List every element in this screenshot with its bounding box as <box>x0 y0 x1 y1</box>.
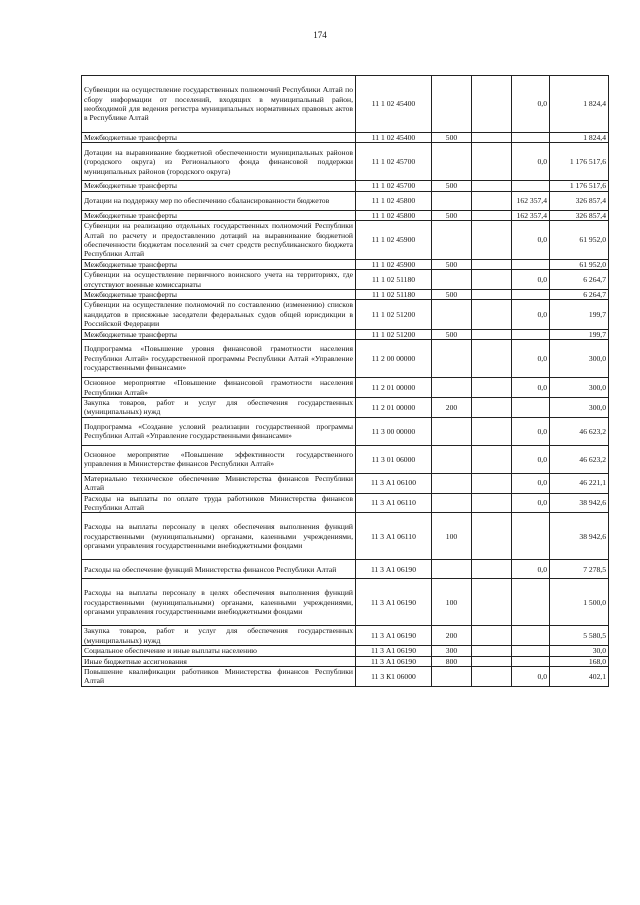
row-value-3-cell: 38 942,6 <box>550 513 609 560</box>
row-name-cell: Подпрограмма «Повышение уровня финансовой грамотности населения Республики Алтай» государственной программы Республики Алтай «Управление государственными финансами» <box>82 340 356 378</box>
row-value-1-cell <box>472 417 512 445</box>
row-value-2-cell: 0,0 <box>512 560 550 579</box>
row-kind-cell <box>432 191 472 210</box>
row-name-cell: Межбюджетные трансферты <box>82 181 356 191</box>
row-name-cell: Межбюджетные трансферты <box>82 329 356 339</box>
row-code-cell: 11 1 02 45700 <box>356 143 432 181</box>
row-value-3-cell: 61 952,0 <box>550 221 609 260</box>
row-code-cell: 11 3 А1 06190 <box>356 656 432 666</box>
table-row <box>82 340 609 378</box>
row-kind-cell <box>432 221 472 260</box>
row-kind-cell: 200 <box>432 626 472 646</box>
row-code-cell: 11 2 01 00000 <box>356 378 432 398</box>
row-value-2-cell: 0,0 <box>512 340 550 378</box>
row-code-cell: 11 3 А1 06100 <box>356 473 432 493</box>
row-value-1-cell <box>472 666 512 686</box>
row-value-2-cell: 0,0 <box>512 300 550 329</box>
row-value-1-cell <box>472 329 512 339</box>
row-value-2-cell <box>512 656 550 666</box>
table-row <box>82 397 609 417</box>
row-value-2-cell <box>512 329 550 339</box>
row-code-cell: 11 3 А1 06110 <box>356 493 432 513</box>
row-value-1-cell <box>472 340 512 378</box>
row-code-cell: 11 3 А1 06190 <box>356 626 432 646</box>
table-row <box>82 656 609 666</box>
table-row <box>82 191 609 210</box>
table-row <box>82 646 609 656</box>
row-kind-cell: 500 <box>432 259 472 269</box>
row-value-3-cell: 326 857,4 <box>550 191 609 210</box>
row-value-2-cell <box>512 579 550 626</box>
row-value-3-cell: 1 176 517,6 <box>550 143 609 181</box>
row-value-3-cell: 402,1 <box>550 666 609 686</box>
row-value-3-cell: 199,7 <box>550 329 609 339</box>
row-value-1-cell <box>472 626 512 646</box>
row-code-cell: 11 1 02 45400 <box>356 133 432 143</box>
table-row <box>82 493 609 513</box>
row-name-cell: Закупка товаров, работ и услуг для обеспечения государственных (муниципальных) нужд <box>82 626 356 646</box>
table-row <box>82 513 609 560</box>
table-row <box>82 666 609 686</box>
row-code-cell: 11 1 02 45900 <box>356 259 432 269</box>
row-value-1-cell <box>472 445 512 473</box>
row-value-2-cell: 0,0 <box>512 666 550 686</box>
row-value-2-cell: 0,0 <box>512 143 550 181</box>
row-code-cell: 11 1 02 45800 <box>356 191 432 210</box>
row-value-3-cell: 300,0 <box>550 397 609 417</box>
row-value-2-cell: 0,0 <box>512 445 550 473</box>
row-value-2-cell: 162 357,4 <box>512 210 550 220</box>
row-name-cell: Основное мероприятие «Повышение эффективности государственного управления в Министерстве финансов Республики Алтай» <box>82 445 356 473</box>
row-value-1-cell <box>472 397 512 417</box>
row-code-cell: 11 1 02 45900 <box>356 221 432 260</box>
row-code-cell: 11 1 02 51200 <box>356 300 432 329</box>
row-value-1-cell <box>472 259 512 269</box>
row-name-cell: Межбюджетные трансферты <box>82 133 356 143</box>
table-row <box>82 473 609 493</box>
row-value-1-cell <box>472 221 512 260</box>
row-value-2-cell: 162 357,4 <box>512 191 550 210</box>
row-value-1-cell <box>472 270 512 290</box>
row-value-1-cell <box>472 143 512 181</box>
row-name-cell: Повышение квалификации работников Министерства финансов Республики Алтай <box>82 666 356 686</box>
row-name-cell: Дотации на поддержку мер по обеспечению сбалансированности бюджетов <box>82 191 356 210</box>
row-kind-cell <box>432 378 472 398</box>
row-value-2-cell: 0,0 <box>512 221 550 260</box>
row-kind-cell: 500 <box>432 290 472 300</box>
row-value-3-cell: 1 824,4 <box>550 133 609 143</box>
row-value-3-cell: 1 176 517,6 <box>550 181 609 191</box>
row-value-3-cell: 7 278,5 <box>550 560 609 579</box>
row-code-cell: 11 1 02 51200 <box>356 329 432 339</box>
row-name-cell: Иные бюджетные ассигнования <box>82 656 356 666</box>
row-value-1-cell <box>472 210 512 220</box>
row-value-3-cell: 30,0 <box>550 646 609 656</box>
row-value-3-cell: 61 952,0 <box>550 259 609 269</box>
table-row <box>82 300 609 329</box>
row-kind-cell <box>432 666 472 686</box>
row-value-1-cell <box>472 290 512 300</box>
row-code-cell: 11 2 01 00000 <box>356 397 432 417</box>
row-value-2-cell: 0,0 <box>512 378 550 398</box>
row-name-cell: Расходы на выплаты по оплате труда работников Министерства финансов Республики Алтай <box>82 493 356 513</box>
row-kind-cell <box>432 300 472 329</box>
row-name-cell: Расходы на выплаты персоналу в целях обеспечения выполнения функций государственными (муниципальными) органами, казенными учреждениями, органами управления государственными внебюджетными фондами <box>82 579 356 626</box>
budget-table <box>81 75 609 687</box>
row-value-3-cell: 199,7 <box>550 300 609 329</box>
row-code-cell: 11 3 А1 06110 <box>356 513 432 560</box>
row-name-cell: Субвенции на осуществление полномочий по составлению (изменению) списков кандидатов в присяжные заседатели федеральных судов общей юрисдикции в Российской Федерации <box>82 300 356 329</box>
row-code-cell: 11 1 02 45400 <box>356 76 432 133</box>
row-name-cell: Дотации на выравнивание бюджетной обеспеченности муниципальных районов (городского округа) из Регионального фонда финансовой поддержки муниципальных районов (городского округа) <box>82 143 356 181</box>
table-row <box>82 270 609 290</box>
row-name-cell: Межбюджетные трансферты <box>82 290 356 300</box>
row-name-cell: Субвенции на осуществление государственных полномочий Республики Алтай по сбору информации от поселений, входящих в муниципальный район, необходимой для ведения регистра муниципальных нормативных правовых актов в Республике Алтай <box>82 76 356 133</box>
row-code-cell: 11 1 02 51180 <box>356 290 432 300</box>
row-kind-cell: 500 <box>432 329 472 339</box>
row-kind-cell: 500 <box>432 133 472 143</box>
row-kind-cell: 100 <box>432 579 472 626</box>
row-value-3-cell: 326 857,4 <box>550 210 609 220</box>
row-value-3-cell: 168,0 <box>550 656 609 666</box>
row-kind-cell <box>432 76 472 133</box>
row-name-cell: Межбюджетные трансферты <box>82 259 356 269</box>
row-name-cell: Закупка товаров, работ и услуг для обеспечения государственных (муниципальных) нужд <box>82 397 356 417</box>
row-value-1-cell <box>472 560 512 579</box>
row-value-2-cell <box>512 397 550 417</box>
row-kind-cell <box>432 417 472 445</box>
table-row <box>82 445 609 473</box>
row-code-cell: 11 1 02 45800 <box>356 210 432 220</box>
table-row <box>82 329 609 339</box>
table-row <box>82 290 609 300</box>
row-value-2-cell <box>512 646 550 656</box>
row-value-1-cell <box>472 646 512 656</box>
row-value-3-cell: 6 264,7 <box>550 270 609 290</box>
row-kind-cell: 500 <box>432 181 472 191</box>
row-value-2-cell <box>512 290 550 300</box>
row-name-cell: Социальное обеспечение и иные выплаты населению <box>82 646 356 656</box>
table-row <box>82 143 609 181</box>
row-value-3-cell: 38 942,6 <box>550 493 609 513</box>
row-name-cell: Основное мероприятие «Повышение финансовой грамотности населения Республики Алтай» <box>82 378 356 398</box>
row-name-cell: Расходы на выплаты персоналу в целях обеспечения выполнения функций государственными (муниципальными) органами, казенными учреждениями, органами управления государственными внебюджетными фондами <box>82 513 356 560</box>
row-value-3-cell: 1 824,4 <box>550 76 609 133</box>
row-value-2-cell <box>512 259 550 269</box>
table-row <box>82 181 609 191</box>
row-value-3-cell: 300,0 <box>550 378 609 398</box>
table-row <box>82 560 609 579</box>
row-value-2-cell: 0,0 <box>512 417 550 445</box>
table-row <box>82 378 609 398</box>
row-value-1-cell <box>472 493 512 513</box>
row-value-1-cell <box>472 300 512 329</box>
row-value-2-cell <box>512 181 550 191</box>
row-value-3-cell: 46 623,2 <box>550 445 609 473</box>
row-kind-cell <box>432 143 472 181</box>
row-value-1-cell <box>472 473 512 493</box>
row-kind-cell: 300 <box>432 646 472 656</box>
row-value-1-cell <box>472 133 512 143</box>
table-row <box>82 417 609 445</box>
table-row <box>82 579 609 626</box>
row-value-3-cell: 300,0 <box>550 340 609 378</box>
row-value-3-cell: 46 623,2 <box>550 417 609 445</box>
page-number: 174 <box>313 30 327 40</box>
row-code-cell: 11 1 02 45700 <box>356 181 432 191</box>
row-value-3-cell: 46 221,1 <box>550 473 609 493</box>
row-value-1-cell <box>472 513 512 560</box>
row-value-3-cell: 6 264,7 <box>550 290 609 300</box>
row-name-cell: Субвенции на реализацию отдельных государственных полномочий Республики Алтай по расчету и предоставлению дотаций на выравнивание бюджетной обеспеченности бюджетам поселений за счет средств республиканского бюджета Республики Алтай <box>82 221 356 260</box>
row-name-cell: Расходы на обеспечение функций Министерства финансов Республики Алтай <box>82 560 356 579</box>
row-code-cell: 11 3 А1 06190 <box>356 646 432 656</box>
row-value-3-cell: 5 580,5 <box>550 626 609 646</box>
row-name-cell: Подпрограмма «Создание условий реализации государственной программы Республики Алтай «Управление государственными финансами» <box>82 417 356 445</box>
table-row <box>82 133 609 143</box>
row-code-cell: 11 3 А1 06190 <box>356 560 432 579</box>
row-kind-cell <box>432 445 472 473</box>
row-value-1-cell <box>472 76 512 133</box>
table-row <box>82 626 609 646</box>
row-kind-cell: 200 <box>432 397 472 417</box>
table-row <box>82 210 609 220</box>
row-value-2-cell <box>512 513 550 560</box>
row-value-2-cell: 0,0 <box>512 270 550 290</box>
row-value-2-cell: 0,0 <box>512 493 550 513</box>
row-code-cell: 11 1 02 51180 <box>356 270 432 290</box>
row-name-cell: Материально техническое обеспечение Министерства финансов Республики Алтай <box>82 473 356 493</box>
row-kind-cell <box>432 270 472 290</box>
row-value-2-cell: 0,0 <box>512 473 550 493</box>
row-code-cell: 11 3 А1 06190 <box>356 579 432 626</box>
table-row <box>82 76 609 133</box>
row-code-cell: 11 3 К1 06000 <box>356 666 432 686</box>
row-value-2-cell <box>512 133 550 143</box>
table-row <box>82 221 609 260</box>
row-kind-cell <box>432 560 472 579</box>
row-value-1-cell <box>472 378 512 398</box>
row-name-cell: Межбюджетные трансферты <box>82 210 356 220</box>
row-kind-cell: 100 <box>432 513 472 560</box>
row-value-1-cell <box>472 656 512 666</box>
row-value-2-cell <box>512 626 550 646</box>
row-name-cell: Субвенции на осуществление первичного воинского учета на территориях, где отсутствуют военные комиссариаты <box>82 270 356 290</box>
table-row <box>82 259 609 269</box>
row-kind-cell <box>432 473 472 493</box>
row-value-2-cell: 0,0 <box>512 76 550 133</box>
row-code-cell: 11 3 01 06000 <box>356 445 432 473</box>
row-kind-cell <box>432 340 472 378</box>
budget-table-body <box>82 76 609 687</box>
row-code-cell: 11 2 00 00000 <box>356 340 432 378</box>
row-kind-cell <box>432 493 472 513</box>
row-value-1-cell <box>472 579 512 626</box>
row-kind-cell: 800 <box>432 656 472 666</box>
row-value-1-cell <box>472 191 512 210</box>
row-value-3-cell: 1 500,0 <box>550 579 609 626</box>
row-code-cell: 11 3 00 00000 <box>356 417 432 445</box>
row-value-1-cell <box>472 181 512 191</box>
row-kind-cell: 500 <box>432 210 472 220</box>
